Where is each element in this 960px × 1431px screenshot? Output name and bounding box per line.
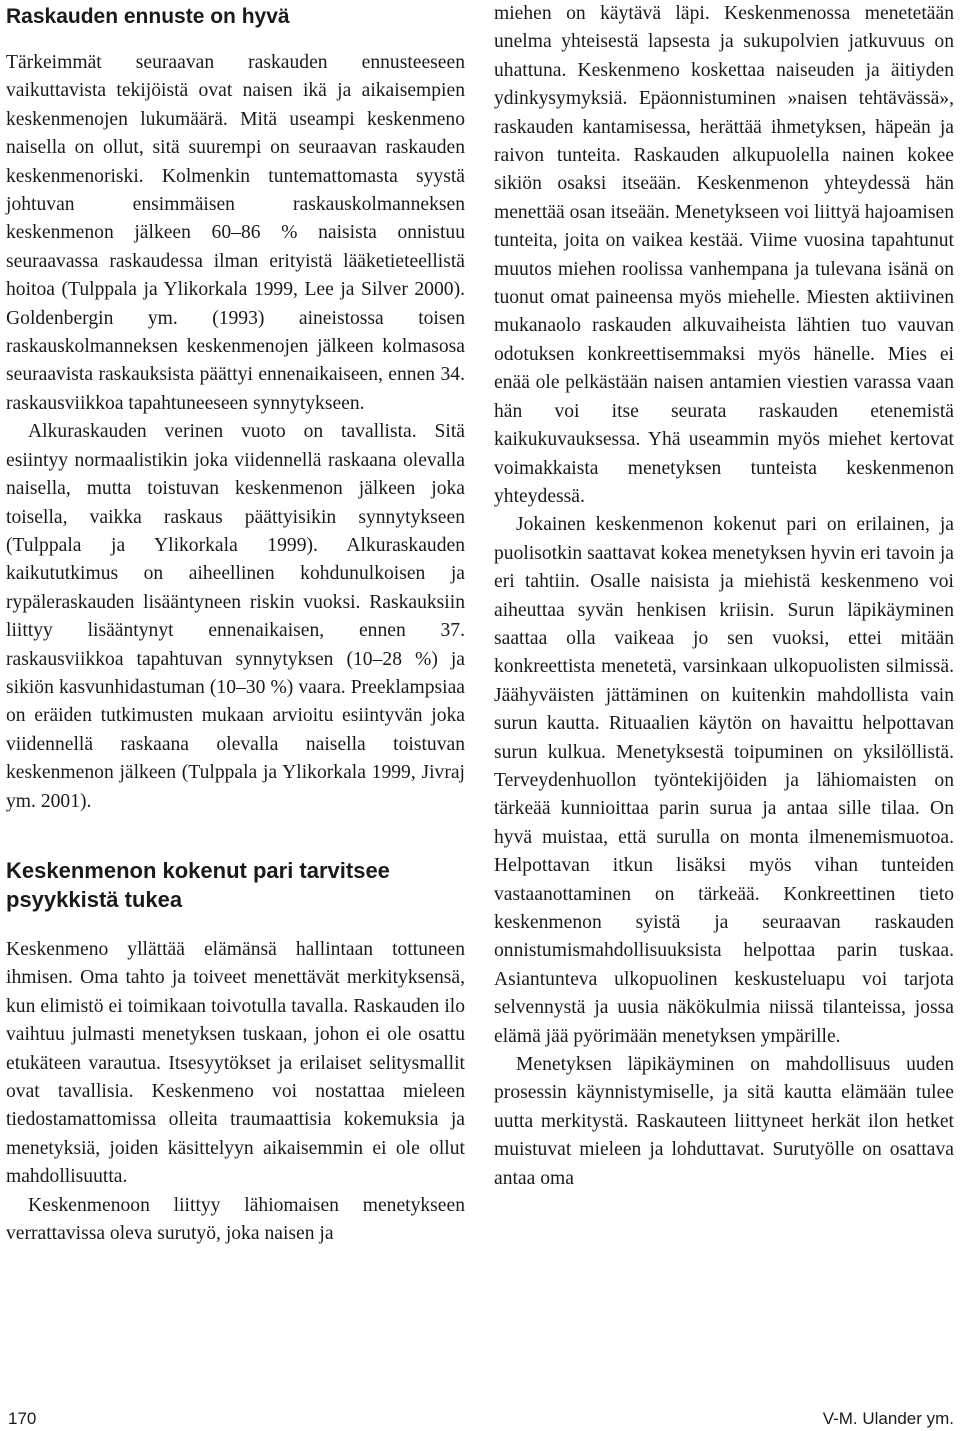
paragraph: Keskenmeno yllättää elämänsä hallintaan tottuneen ihmisen. Oma tahto ja toiveet menettävät merkityksensä, kun elimistö ei toimikaan toivotulla tavalla. Raskauden ilo vaihtuu julmasti menetyksen tuskaan, johon ei ole osattu etukäteen varautua. Itsesyytökset ja erilaiset selitysmallit ovat tavallisia. Keskenmeno voi nostattaa mieleen tiedostamattomissa olleita traumaattisia kokemuksia ja menetyksiä, joiden käsittelyyn aikaisemmin ei ole ollut mahdollisuutta. — [6, 938, 465, 1188]
paragraph: miehen on käytävä läpi. Keskenmenossa menetetään unelma yhteisestä lapsesta ja sukupolvien jatkuvuus on uhattuna. Keskenmeno koskettaa naiseuden ja äitiyden ydinkysymyksiä. Epäonnistuminen »naisen tehtävässä», raskauden kantamisessa, herättää ihmetyksen, häpeän ja raivon tunteita. Raskauden alkupuolella nainen kokee sikiön osaksi itseään. Keskenmenon yhteydessä hän menettää osan itseään. Menetykseen voi liittyä hajoamisen tunteita, joita on vaikea kestää. Viime vuosina tapahtunut muutos miehen roolissa vanhempana ja tulevana isänä on tuonut omat paineensa myös miehelle. Miesten aktiivinen mukanaolo raskauden alkuvaiheista lähtien tuo vauvan odotuksen konkreettisemmaksi myös hänelle. Mies ei enää ole pelkästään naisen antamien viestien varassa vaan hän voi itse seurata raskauden etenemistä kaikukuvauksessa. Yhä useammin myös miehet kertovat voimakkaista menetyksen tunteista keskenmenon yhteydessä. — [494, 3, 954, 507]
paragraph: Alkuraskauden verinen vuoto on tavallista. Sitä esiintyy normaalistikin joka viidennellä raskaana olevalla naisella, mutta toistuvan keskenmenon jälkeen joka toisella, vaikka raskaus päättyisikin synnytykseen (Tulppala ja Ylikorkala 1999). Alkuraskauden kaikututkimus on aiheellinen kohdunulkoisen ja rypäleraskauden lisääntyneen riskin vuoksi. Raskauksiin liittyy lisääntynyt ennenaikaisen, ennen 37. raskausviikkoa tapahtuvan synnytyksen (10–28 %) ja sikiön kasvunhidastuman (10–30 %) vaara. Preeklampsiaa on eräiden tutkimusten mukaan arvioitu esiintyvän joka viidennellä raskaana olevalla naisella toistuvan keskenmenon jälkeen (Tulppala ja Ylikorkala 1999, Jivraj ym. 2001). — [6, 421, 465, 812]
section-heading-prognosis: Raskauden ennuste on hyvä — [6, 5, 290, 28]
author-credit: V-M. Ulander ym. — [822, 1409, 954, 1428]
paragraph: Keskenmenoon liittyy lähiomaisen menetykseen verrattavissa oleva surutyö, joka naisen ja — [6, 1194, 465, 1245]
section-heading-psychological-support: Keskenmenon kokenut pari tarvitsee psyykkistä tukea — [6, 857, 390, 912]
paragraph: Tärkeimmät seuraavan raskauden ennusteeseen vaikuttavista tekijöistä ovat naisen ikä ja aikaisempien keskenmenojen lukumäärä. Mitä useampi keskenmeno naisella on ollut, sitä suurempi on seuraavan raskauden keskenmenoriski. Kolmenkin tuntemattomasta syystä johtuvan ensimmäisen raskauskolmanneksen keskenmenon jälkeen 60–86 % naisista onnistuu seuraavassa raskaudessa ilman erityistä lääketieteellistä hoitoa (Tulppala ja Ylikorkala 1999, Lee ja Silver 2000). Goldenbergin ym. (1993) aineistossa toisen raskauskolmanneksen keskenmenojen jälkeen kolmasosa seuraavista raskauksista päättyi ennenaikaiseen, ennen 34. raskausviikkoa tapahtuneeseen synnytykseen. — [6, 52, 465, 414]
paragraph: Menetyksen läpikäyminen on mahdollisuus uuden prosessin käynnistymiselle, ja sitä kautta elämään tulee uutta merkitystä. Raskauteen liittyneet herkät ilon hetket muistuvat mieleen ja lohduttavat. Surutyölle on osattava antaa oma — [494, 1054, 954, 1189]
paragraph: Jokainen keskenmenon kokenut pari on erilainen, ja puolisotkin saattavat kokea menetyksen hyvin eri tavoin ja eri tahtiin. Osalle naisista ja miehistä keskenmeno voi aiheuttaa syvän henkisen kriisin. Surun läpikäyminen saattaa olla vaikeaa jo sen vuoksi, ettei mitään konkreettista menetetä, varsinkaan ulkopuolisten silmissä. Jäähyväisten jättäminen on kuitenkin mahdollista vain surun kautta. Rituaalien käytön on havaittu helpottavan surun kulkua. Menetyksestä toipuminen on yksilöllistä. Terveydenhuollon työntekijöiden ja lähiomaisten on tärkeää kunnioittaa parin surua ja antaa sille tilaa. On hyvä muistaa, että surulla on monta ilmenemismuotoa. Helpottavan itkun lisäksi myös vihan tunteiden vastaanottaminen on tärkeää. Konkreettinen tieto keskenmenon syistä ja seuraavan raskauden onnistumismahdollisuuksista helpottaa parin tuskaa. Asiantunteva ulkopuolinen keskusteluapu voi tarjota selvennystä ja uusia näkökulmia niissä tilanteissa, jossa elämä jää pyörimään menetyksen ympärille. — [494, 514, 954, 1047]
left-column — [6, 0, 465, 1248]
page-number: 170 — [8, 1409, 37, 1428]
right-column — [494, 0, 954, 1193]
